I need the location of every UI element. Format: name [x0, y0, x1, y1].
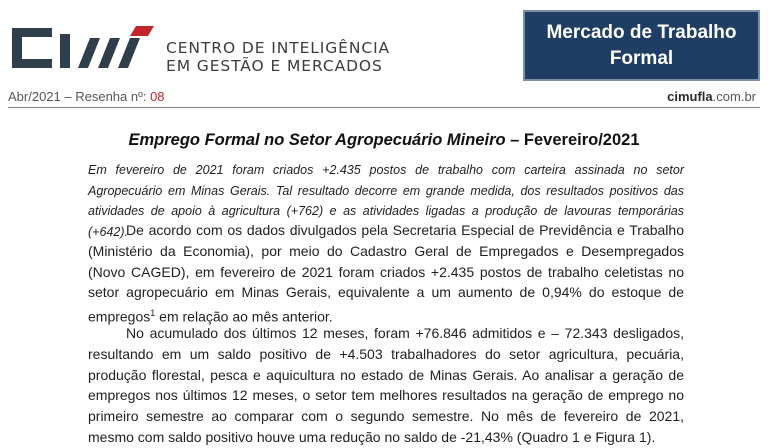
issue-number: 08 [150, 89, 165, 104]
paragraph-1 [88, 220, 684, 328]
cim-logo-mark [8, 20, 158, 76]
website-name: cimufla [667, 89, 713, 104]
paragraph-1-text: De acordo com os dados divulgados pela Secretaria Especial de Previdência e Trabalho (Ministério da Economia), por meio do Cadastro Geral de Empregados e Desempregados (Novo CAGED), em fevereiro de 2021 foram criados +2.435 postos de trabalho celetistas no setor agropecuário em Minas Gerais, equivalente a um aumento de 0,94% do estoque de empregos [88, 222, 684, 325]
logo-i-shape [60, 34, 70, 68]
logo-m-shape [78, 38, 100, 68]
logo-text-line2: EM GESTÃO E MERCADOS [166, 57, 383, 75]
paragraph-1-end: em relação ao mês anterior. [155, 308, 333, 325]
logo [8, 20, 408, 80]
section-title-line1: Mercado de Trabalho [546, 21, 737, 43]
website-link[interactable] [667, 89, 756, 104]
issue-info [8, 89, 165, 104]
logo-accent [130, 26, 154, 36]
paragraph-2: No acumulado dos últimos 12 meses, foram +76.846 admitidos e – 72.343 desligados, resultando em um saldo positivo de +4.503 trabalhadores do setor agricultura, pecuária, produção florestal, pesca e aquicultura no estado de Minas Gerais. Ao analisar a geração de empregos nos últimos 12 meses, o setor tem melhores resultados na geração de emprego no primeiro semestre ao comparar com o segundo semestre. No mês de fevereiro de 2021, mesmo com saldo positivo houve uma redução no saldo de -21,43% (Quadro 1 e Figura 1). [88, 325, 684, 445]
article-summary: Em fevereiro de 2021 foram criados +2.435 postos de trabalho com carteira assinada no setor Agropecuário em Minas Gerais. Tal resultado decorre em grande medida, dos resultados positivos das atividades de apoio à agricultura (+762) e as atividades ligadas a produção de lavouras temporárias (+642). [88, 163, 684, 239]
headline-date: – Fevereiro/2021 [505, 131, 640, 149]
footnote-ref-1[interactable]: 1 [150, 308, 156, 319]
header-divider [8, 107, 760, 108]
headline-main: Emprego Formal no Setor Agropecuário Mineiro [128, 131, 506, 149]
subheader [8, 88, 760, 108]
issue-prefix: Abr/2021 – Resenha nº: [8, 89, 151, 104]
article-headline [0, 131, 768, 150]
section-title-box [523, 10, 760, 81]
section-title-line2: Formal [609, 47, 674, 69]
logo-text-line1: CENTRO DE INTELIGÊNCIA [166, 39, 391, 57]
website-suffix: .com.br [712, 89, 756, 104]
